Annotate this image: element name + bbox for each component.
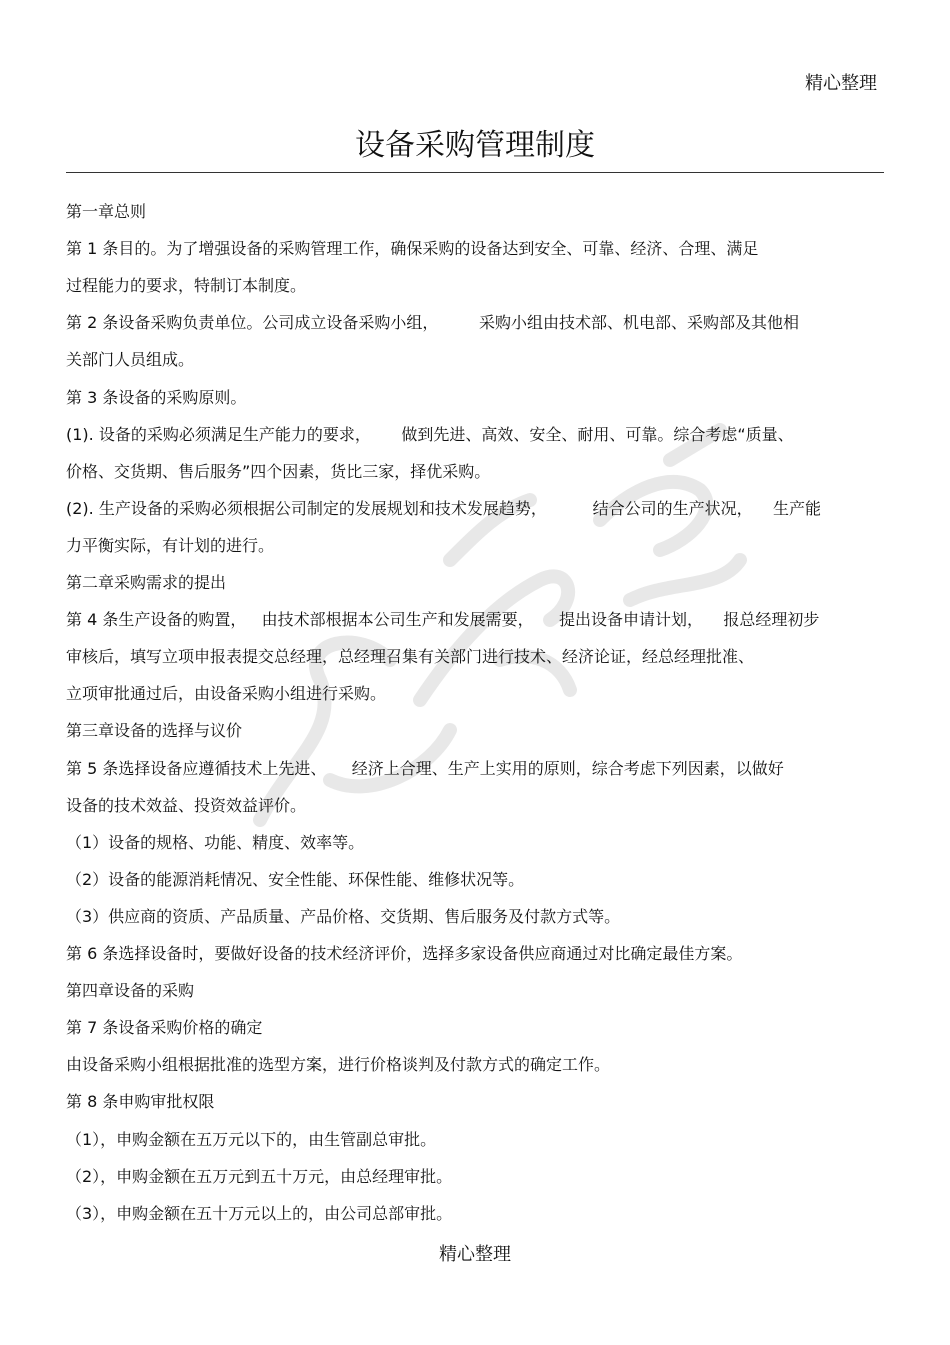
- text-line: （2），申购金额在五万元到五十万元，由总经理审批。: [66, 1167, 453, 1186]
- text-line: 第 1 条目的。为了增强设备的采购管理工作，确保采购的设备达到安全、可靠、经济、合理、满足: [66, 239, 759, 258]
- text-line: (2). 生产设备的采购必须根据公司制定的发展规划和技术发展趋势， 结合公司的生产状况， 生产能: [66, 499, 821, 518]
- text-line: （3）供应商的资质、产品质量、产品价格、交货期、售后服务及付款方式等。: [66, 907, 621, 926]
- text-line: 力平衡实际，有计划的进行。: [66, 536, 275, 555]
- text-line: （2）设备的能源消耗情况、安全性能、环保性能、维修状况等。: [66, 870, 525, 889]
- text-line: 第 3 条设备的采购原则。: [66, 388, 247, 407]
- text-line: 第三章设备的选择与议价: [66, 721, 243, 740]
- text-line: 第 8 条申购审批权限: [66, 1092, 215, 1111]
- text-line: 第 2 条设备采购负责单位。公司成立设备采购小组， 采购小组由技术部、机电部、采购部及其他相: [66, 313, 800, 332]
- text-line: 审核后，填写立项申报表提交总经理，总经理召集有关部门进行技术、经济论证，经总经理批准、: [66, 647, 755, 666]
- text-line: 第 7 条设备采购价格的确定: [66, 1018, 263, 1037]
- text-line: 过程能力的要求，特制订本制度。: [66, 276, 307, 295]
- text-line: 价格、交货期、售后服务”四个因素，货比三家，择优采购。: [66, 462, 491, 481]
- text-line: （1），申购金额在五万元以下的，由生管副总审批。: [66, 1130, 437, 1149]
- text-line: 第二章采购需求的提出: [66, 573, 227, 592]
- text-line: 第 5 条选择设备应遵循技术上先进、 经济上合理、生产上实用的原则，综合考虑下列因素，以做好: [66, 759, 784, 778]
- text-line: 第 4 条生产设备的购置， 由技术部根据本公司生产和发展需要， 提出设备申请计划， 报总经理初步: [66, 610, 820, 629]
- text-line: 关部门人员组成。: [66, 350, 195, 369]
- text-line: (1). 设备的采购必须满足生产能力的要求， 做到先进、高效、安全、耐用、可靠。综合考虑“质量、: [66, 425, 794, 444]
- document-title: 设备采购管理制度: [355, 128, 595, 163]
- text-line: 由设备采购小组根据批准的选型方案，进行价格谈判及付款方式的确定工作。: [66, 1055, 611, 1074]
- text-line: 第一章总则: [66, 202, 147, 221]
- text-line: 第四章设备的采购: [66, 981, 195, 1000]
- text-line: （1）设备的规格、功能、精度、效率等。: [66, 833, 365, 852]
- text-line: （3），申购金额在五十万元以上的，由公司总部审批。: [66, 1204, 453, 1223]
- header-right-label: 精心整理: [805, 73, 877, 94]
- text-line: 第 6 条选择设备时，要做好设备的技术经济评价，选择多家设备供应商通过对比确定最佳方案。: [66, 944, 743, 963]
- text-line: 设备的技术效益、投资效益评价。: [66, 796, 307, 815]
- text-line: 立项审批通过后，由设备采购小组进行采购。: [66, 684, 387, 703]
- footer-label: 精心整理: [439, 1244, 511, 1265]
